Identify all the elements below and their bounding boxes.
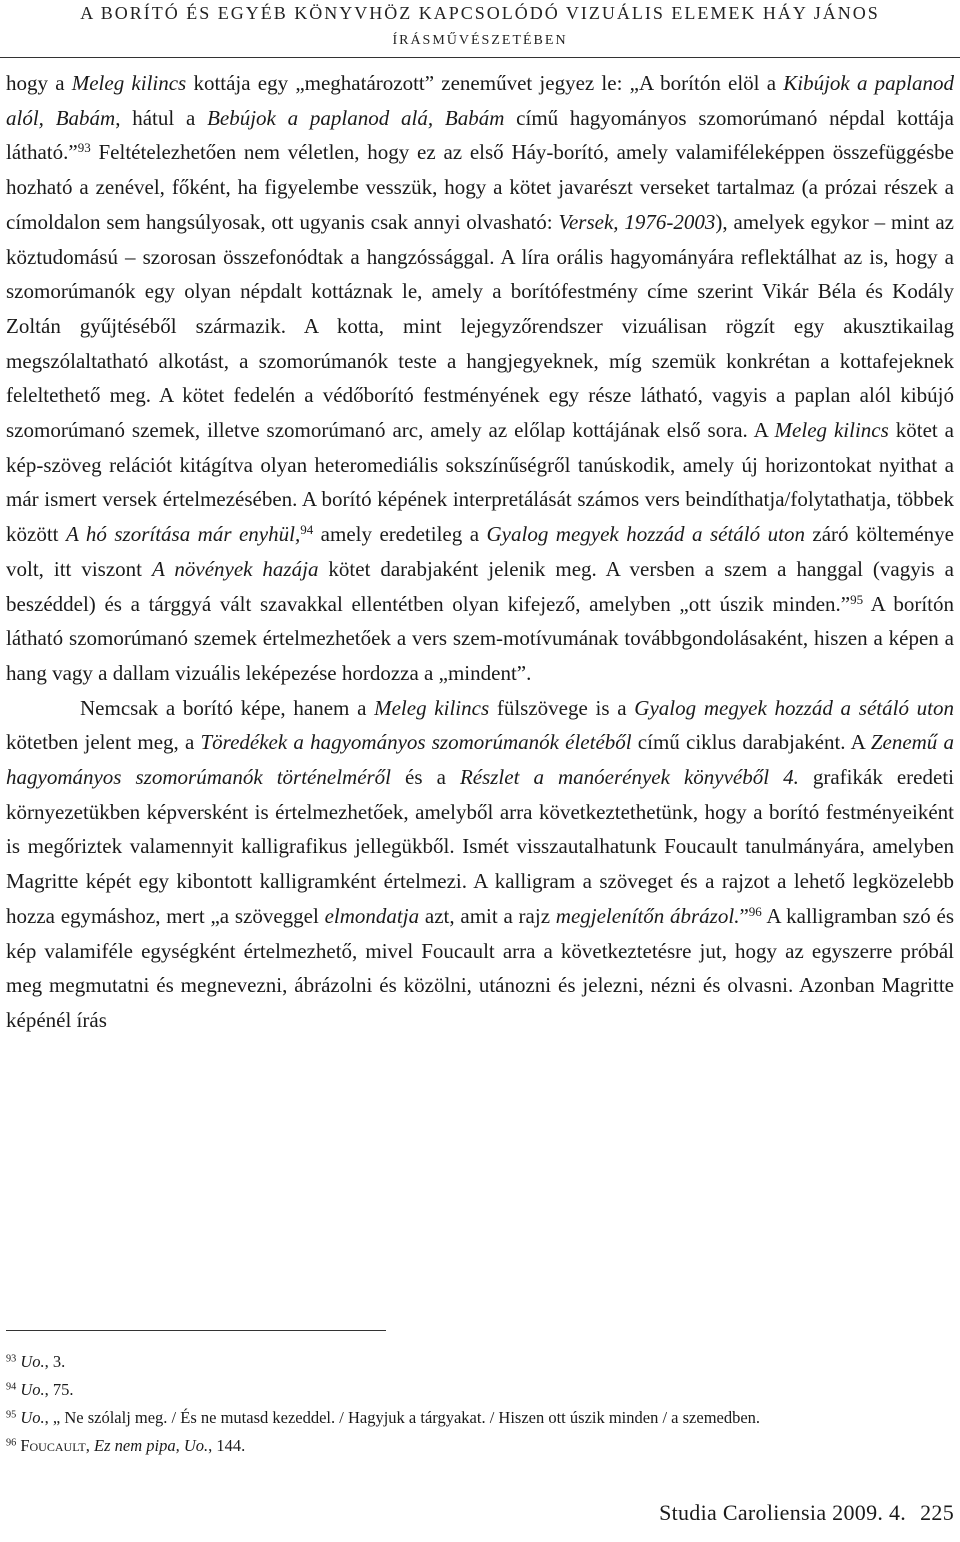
footnote-ref: 95	[6, 1409, 17, 1421]
footnote-ref: 96	[748, 903, 762, 919]
text-run: záró költeménye volt, itt viszont	[6, 522, 954, 581]
italic-text: Uo.	[20, 1380, 45, 1399]
footnote-ref: 93	[6, 1353, 17, 1365]
text-run: ”	[739, 903, 749, 928]
italic-text: A növények hazája	[151, 556, 319, 581]
italic-text: Uo.	[20, 1352, 45, 1371]
text-run: azt, amit a rajz	[419, 903, 556, 928]
text-run: , 3.	[44, 1352, 66, 1371]
italic-text: Kibújok a paplanod alól, Babám	[6, 71, 954, 130]
footnote-ref: 96	[6, 1437, 17, 1449]
footnote-95	[6, 1404, 954, 1432]
text-run: amely eredetileg a	[313, 522, 487, 547]
italic-text: megjelenítőn ábrázol.	[555, 903, 740, 928]
italic-text: Versek, 1976-2003	[558, 209, 716, 234]
journal-name: Studia Caroliensia 2009. 4.	[659, 1500, 907, 1525]
running-header-line-1: A BORÍTÓ ÉS EGYÉB KÖNYVHÖZ KAPCSOLÓDÓ VIZUÁLIS ELEMEK HÁY JÁNOS	[80, 3, 880, 23]
italic-text: Töredékek a hagyományos szomorúmanók életéből	[200, 730, 632, 755]
text-run: hogy a	[6, 71, 72, 95]
italic-text: Uo.	[20, 1408, 45, 1427]
paragraph-1	[6, 66, 954, 691]
text-run: , 75.	[44, 1380, 74, 1399]
italic-text: A hó szorítása már enyhül,	[65, 522, 301, 547]
footnote-ref: 94	[6, 1381, 17, 1393]
text-run: és a	[391, 765, 460, 790]
italic-text: Bebújok a paplanod alá, Babám	[207, 105, 505, 130]
paragraph-2	[6, 691, 954, 1038]
text-run: kötet a kép-szöveg relációt kitágítva olyan heteromediális sokszínűségről tanúskodik, amely új horizontokat nyithat a már ismert versek értelmezésében. A borító képének interpretálását számos vers beindíthatja/folytathatja, többek között	[6, 418, 954, 547]
text-run: kötetben jelent meg, a	[6, 730, 201, 755]
footnote-96	[6, 1432, 954, 1460]
italic-text: Zenemű a hagyományos szomorúmanók történelméről	[6, 730, 954, 790]
footnote-ref: 95	[850, 591, 864, 607]
text-run: kötet darabjaként jelenik meg. A versben a szem a hanggal (vagyis a beszéddel) és a tárggyá vált szavakkal ellentétben olyan kifejező, amelyben „ott úszik minden.”	[6, 556, 954, 616]
text-run: című hagyományos szomorúmanó népdal kottája látható.”	[6, 105, 954, 165]
footnote-separator	[6, 1330, 386, 1331]
italic-text: Gyalog megyek hozzád a sétáló uton	[634, 695, 954, 720]
header-rule	[0, 57, 960, 58]
text-run: ), amelyek egykor – mint az köztudomású – szorosan összefonódtak a hangzóssággal. A líra orális hagyományára reflektálhat az is, hogy a szomorúmanók egy olyan népdalt kottáznak le, amely a borítófestmény címe szerint Vikár Béla és Kodály Zoltán gyűjtéséből származik. A kotta, mint lejegyzőrendszer vizuálisan rögzít egy akusztikailag megszólaltatható alkotást, a szomorúmanók teste a hangjegyeknek, míg szemük konkrétan a kottafejeknek feleltethető meg. A kötet fedelén a védőborító festményének egy része látható, vagyis a paplan alól kibújó szomorúmanó szemek, illetve szomorúmanó arc, amely az előlap kottájának első sora. A	[6, 209, 954, 443]
italic-text: elmondatja	[324, 903, 420, 928]
page-footer	[659, 1500, 954, 1526]
footnote-ref: 93	[77, 140, 91, 156]
text-run: című ciklus darabjaként. A	[631, 730, 871, 755]
text-run: fülszövege is a	[489, 695, 635, 720]
text-run: ,	[85, 1436, 94, 1455]
italic-text: Meleg kilincs	[374, 695, 490, 720]
footnote-94	[6, 1376, 954, 1404]
footnotes	[6, 1348, 954, 1460]
text-run: A borítón látható szomorúmanó szemek értelmezhetőek a vers szem-motívumának továbbgondolásaként, hiszen a képen a hang vagy a dallam vizuális leképezése hordozza a „mindent”.	[6, 591, 954, 685]
italic-text: Részlet a manóerények könyvéből 4.	[459, 765, 799, 790]
text-run: , „ Ne szólalj meg. / És ne mutasd kezeddel. / Hagyjuk a tárgyakat. / Hiszen ott úszik minden / a szemedben.	[44, 1408, 761, 1427]
text-run: , 144.	[208, 1436, 246, 1455]
italic-text: Meleg kilincs	[71, 71, 187, 95]
page-number: 225	[920, 1500, 954, 1525]
text-run: Feltételezhetően nem véletlen, hogy ez az első Háy-borító, amely valamiféleképpen összefüggésbe hozható a zenével, főként, ha figyelembe vesszük, hogy a kötet javarészt verseket tartalmaz (a prózai részek a címoldalon sem hangsúlyosak, ott ugyanis csak annyi olvasható:	[6, 140, 954, 234]
italic-text: Meleg kilincs	[774, 418, 889, 443]
body-text	[6, 66, 954, 1038]
small-caps-text: Foucault	[20, 1436, 86, 1455]
text-run: kottája egy „meghatározott” zeneművet jegyez le: „A borítón elöl a	[186, 71, 784, 95]
footnote-93	[6, 1348, 954, 1376]
italic-text: Ez nem pipa, Uo.	[94, 1436, 209, 1455]
footnote-ref: 94	[300, 521, 314, 537]
text-run: grafikák eredeti környezetükben képversként is értelmezhetőek, amelyből arra következtethetünk, hogy a borító festményeiként is megőriztek valamennyit kalligrafikus jellegükből. Ismét visszautalhatunk Foucault tanulmányára, amelyben Magritte képét egy kibontott kalligramként értelmezi. A kalligram a szöveget és a rajzot a lehető legközelebb hozza egymáshoz, mert „a szöveggel	[6, 765, 954, 928]
running-header-line-2: ÍRÁSMŰVÉSZETÉBEN	[392, 33, 568, 48]
text-run: A kalligramban szó és kép valamiféle egységként értelmezhető, mivel Foucault arra a következtetésre jut, hogy az egyszerre próbál meg megmutatni és megnevezni, ábrázolni és közölni, utánozni és jelezni, nézni és olvasni. Azonban Magritte képénél írás	[6, 903, 954, 1032]
italic-text: Gyalog megyek hozzád a sétáló uton	[486, 522, 805, 547]
text-run: Nemcsak a borító képe, hanem a	[80, 695, 375, 720]
text-run: , hátul a	[115, 105, 208, 130]
